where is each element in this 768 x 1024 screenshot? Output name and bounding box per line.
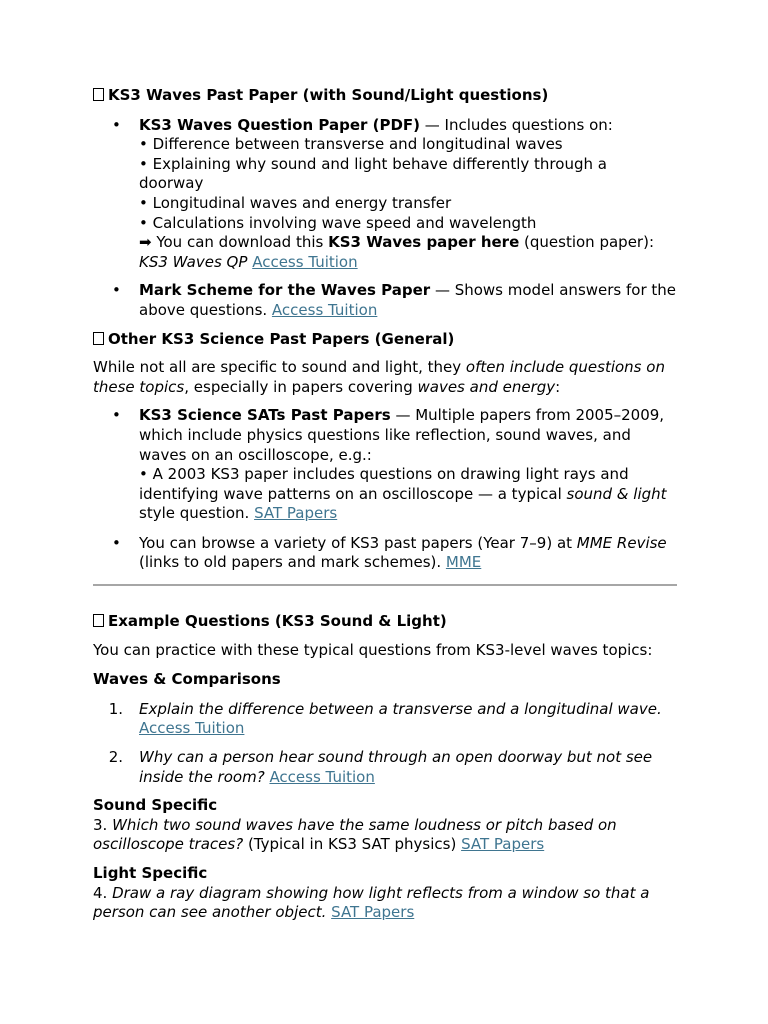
access-tuition-link[interactable]: Access Tuition (271, 300, 378, 319)
section-heading-waves-past-paper: KS3 Waves Past Paper (with Sound/Light questions) (93, 86, 677, 106)
other-papers-list (93, 406, 677, 573)
bullet-icon: • (112, 533, 121, 552)
other-papers-intro: While not all are specific to sound and light, they often include questions on these topics, especially in papers covering waves and energy: (93, 358, 665, 396)
example-questions-intro: You can practice with these typical questions from KS3-level waves topics: (93, 640, 653, 659)
mme-link[interactable]: MME (445, 553, 482, 572)
waves-paper-list (93, 116, 677, 321)
list-item-mme-revise: • You can browse a variety of KS3 past papers (Year 7–9) at MME Revise (links to old papers and mark schemes). MME (112, 533, 667, 572)
bullet-icon: • (112, 406, 121, 425)
subheading-waves-comparisons: Waves & Comparisons (93, 670, 281, 689)
bullet-icon: • (112, 115, 121, 134)
question-2: 2. Why can a person hear sound through an open doorway but not see inside the room? Access Tuition (108, 748, 653, 786)
subheading-light-specific: Light Specific (93, 864, 208, 882)
list-item-question-paper: • KS3 Waves Question Paper (PDF) — Includes questions on: • Difference between transverse and longitudinal waves • Explaining why sound and light behave differently through a doorway • Longitudinal waves and energy transfer • Calculations involving wave speed and wavelength ➡ You can download this KS3 Waves paper here (question paper): KS3 Waves QP Access Tuition (112, 115, 654, 271)
waves-questions-list (93, 700, 677, 787)
sound-specific-block: Sound Specific 3. Which two sound waves have the same loudness or pitch based on oscilloscope traces? (Typical in KS3 SAT physics) SAT Papers (93, 796, 617, 854)
section-heading-other-papers: Other KS3 Science Past Papers (General) (93, 330, 677, 350)
list-item-mark-scheme: • Mark Scheme for the Waves Paper — Shows model answers for the above questions. Access Tuition (112, 281, 677, 319)
sat-papers-link[interactable]: SAT Papers (331, 903, 415, 922)
emoji-glyph-icon (93, 614, 104, 627)
document-body (93, 86, 677, 923)
light-specific-block: Light Specific 4. Draw a ray diagram showing how light reflects from a window so that a person can see another object. SAT Papers (93, 864, 650, 922)
list-item-sats-papers: • KS3 Science SATs Past Papers — Multiple papers from 2005–2009, which include physics questions like reflection, sound waves, and waves on an oscilloscope, e.g.: • A 2003 KS3 paper includes questions on drawing light rays and identifying wave patterns on an oscilloscope — a typical sound & light style question. SAT Papers (112, 406, 667, 523)
access-tuition-link[interactable]: Access Tuition (139, 719, 245, 738)
section-heading-example-questions: Example Questions (KS3 Sound & Light) (93, 612, 677, 632)
bullet-icon: • (112, 281, 121, 300)
access-tuition-link[interactable]: Access Tuition (269, 767, 375, 786)
sat-papers-link[interactable]: SAT Papers (254, 504, 338, 523)
question-1: 1. Explain the difference between a transverse and a longitudinal wave. Access Tuition (108, 699, 662, 738)
emoji-glyph-icon (93, 88, 104, 101)
sat-papers-link[interactable]: SAT Papers (461, 835, 545, 854)
access-tuition-link[interactable]: Access Tuition (252, 252, 358, 271)
emoji-glyph-icon (93, 332, 104, 345)
subheading-sound-specific: Sound Specific (93, 796, 218, 815)
